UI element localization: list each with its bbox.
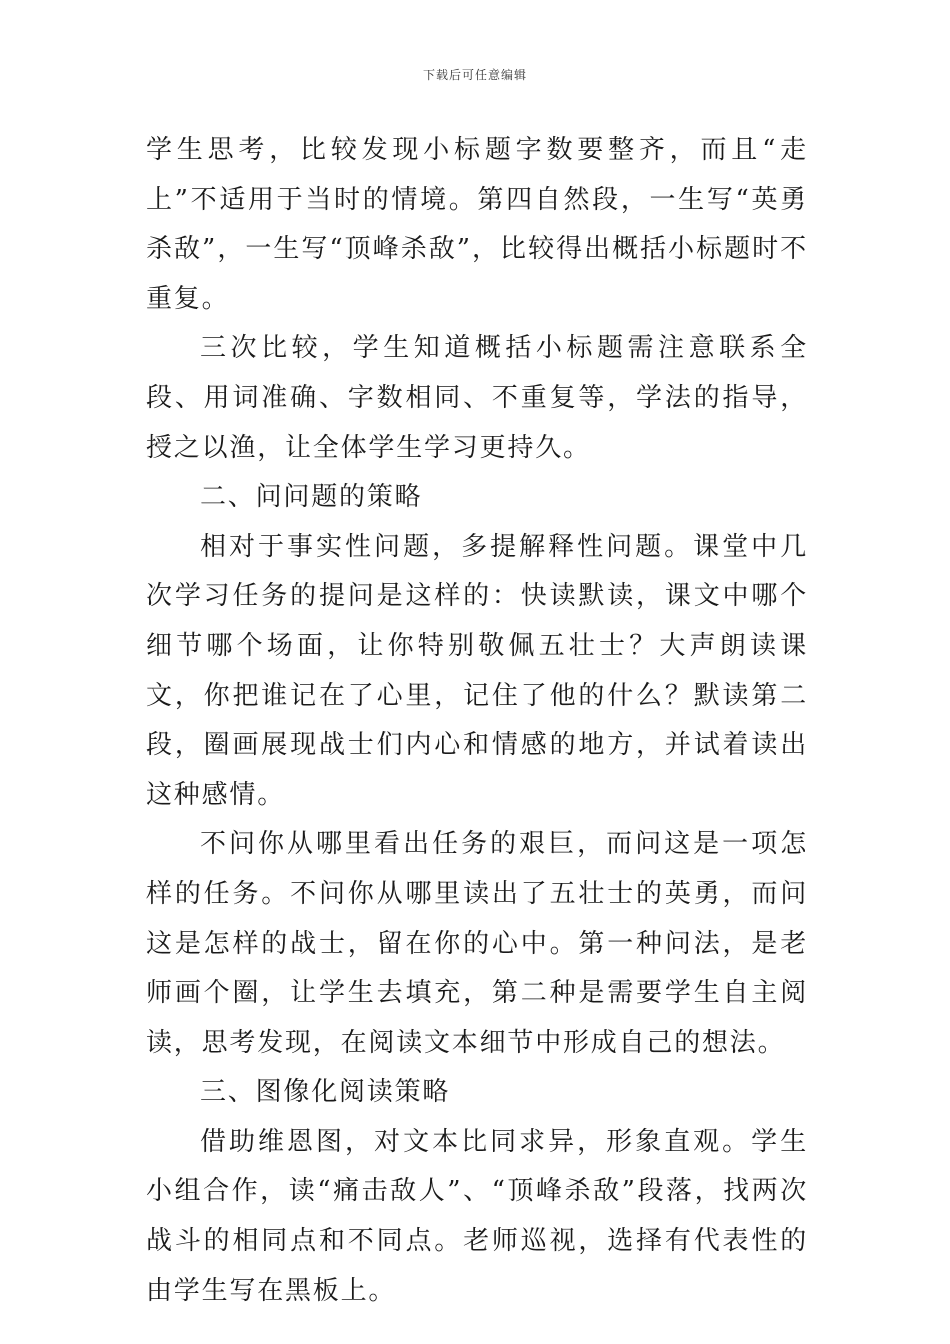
page-header-note: 下载后可任意编辑	[422, 68, 527, 82]
document-body	[146, 126, 808, 1316]
paragraph-1: 学生思考，比较发现小标题字数要整齐，而且“走上”不适用于当时的情境。第四自然段，一生写“英勇杀敌”，一生写“顶峰杀敌”，比较得出概括小标题时不重复。	[146, 135, 808, 314]
section-heading-3: 三、图像化阅读策略	[200, 1077, 451, 1108]
paragraph-3: 相对于事实性问题，多提解释性问题。课堂中几次学习任务的提问是这样的：快读默读，课文中哪个细节哪个场面，让你特别敬佩五壮士？大声朗读课文，你把谁记在了心里，记住了他的什么？默读第二段，圈画展现战士们内心和情感的地方，并试着读出这种感情。	[146, 531, 808, 810]
paragraph-2: 三次比较，学生知道概括小标题需注意联系全段、用词准确、字数相同、不重复等，学法的指导，授之以渔，让全体学生学习更持久。	[146, 333, 808, 463]
paragraph-4: 不问你从哪里看出任务的艰巨，而问这是一项怎样的任务。不问你从哪里读出了五壮士的英勇，而问这是怎样的战士，留在你的心中。第一种问法，是老师画个圈，让学生去填充，第二种是需要学生自主阅读，思考发现，在阅读文本细节中形成自己的想法。	[146, 829, 808, 1058]
paragraph-5: 借助维恩图，对文本比同求异，形象直观。学生小组合作，读“痛击敌人”、“顶峰杀敌”段落，找两次战斗的相同点和不同点。老师巡视，选择有代表性的由学生写在黑板上。	[146, 1126, 808, 1306]
section-heading-2: 二、问问题的策略	[200, 482, 423, 513]
